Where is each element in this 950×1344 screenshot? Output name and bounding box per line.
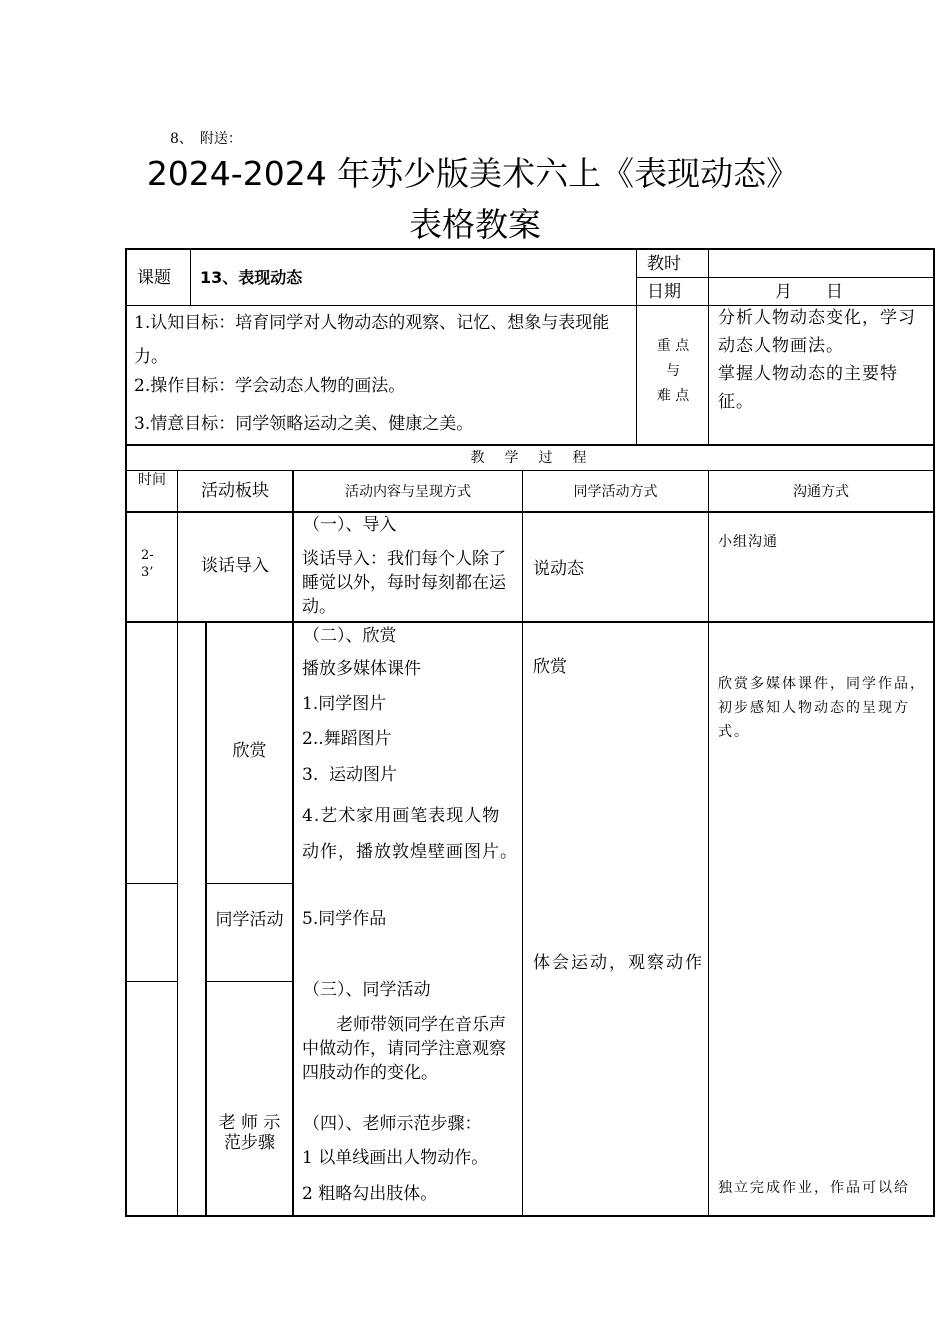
divider (125, 470, 935, 471)
divider (125, 981, 178, 982)
table-right-border (933, 248, 935, 1216)
key-point-text: 分析人物动态变化，学习动态人物画法。 (718, 308, 916, 356)
divider (177, 470, 178, 1216)
row1-time: 2- 3’ (141, 548, 154, 580)
communication-homework: 独立完成作业，作品可以给 (718, 1180, 910, 1196)
key-difficulty-label: 重 点 与 难 点 (656, 338, 690, 404)
content-item: 1.同学图片 (302, 694, 387, 714)
document-title: 2024-2024 年苏少版美术六上《表现动态》 (146, 154, 800, 193)
date-label: 日期 (647, 282, 681, 302)
goal-cognitive: 1.认知目标：培育同学对人物动态的观察、记忆、想象与表现能力。 (134, 313, 610, 367)
divider (206, 981, 293, 982)
header-time: 时间 (138, 472, 166, 488)
header-communication: 沟通方式 (793, 484, 849, 500)
content-item: 2..舞蹈图片 (302, 729, 392, 749)
divider (522, 470, 523, 1216)
document-subtitle: 表格教案 (409, 205, 541, 244)
content-step: 1 以单线画出人物动作。 (302, 1148, 489, 1168)
section-number: 8、 附送： (170, 131, 242, 147)
row1-content-text: 谈话导入：我们每个人除了睡觉以外，每时每刻都在运动。 (302, 549, 506, 617)
table-top-border (125, 248, 935, 250)
content-demo-title: （四）、老师示范步骤： (303, 1114, 482, 1134)
header-student: 同学活动方式 (573, 484, 658, 500)
row1-block: 谈话导入 (201, 556, 269, 576)
topic-label: 课题 (137, 268, 171, 288)
divider (125, 621, 935, 623)
table-bottom-border (125, 1215, 935, 1217)
goal-operation: 2.操作目标：学会动态人物的画法。 (134, 376, 406, 396)
content-appreciate-title: （二）、欣赏 (303, 626, 397, 646)
divider (206, 883, 293, 884)
header-content: 活动内容与呈现方式 (345, 484, 471, 500)
communication-appreciate: 欣赏多媒体课件，同学作品，初步感知人物动态的呈现方式。 (718, 676, 926, 740)
content-activity-text: 老师带领同学在音乐声中做动作，请同学注意观察四肢动作的变化。 (302, 1015, 506, 1083)
block-appreciate: 欣赏 (232, 741, 267, 761)
divider (292, 470, 294, 1216)
content-item: 3. 运动图片 (302, 765, 398, 785)
row1-content-title: （一）、导入 (303, 515, 397, 535)
divider (190, 248, 191, 305)
table-left-border (125, 248, 127, 1216)
row1-communication: 小组沟通 (718, 534, 778, 550)
block-student-activity: 同学活动 (215, 910, 284, 930)
divider (125, 883, 178, 884)
difficulty-text: 掌握人物动态的主要特征。 (718, 364, 898, 412)
header-block: 活动板块 (201, 481, 269, 501)
student-activity-experience: 体会运动，观察动作 (533, 953, 704, 973)
divider (636, 277, 934, 278)
content-item: 5.同学作品 (302, 909, 387, 929)
period-label: 教时 (647, 254, 681, 274)
content-item: 4.艺术家用画笔表现人物动作，播放敦煌壁画图片。 (302, 806, 518, 862)
divider (125, 511, 935, 513)
process-section-title: 教 学 过 程 (470, 450, 590, 466)
date-value: 月 日 (775, 282, 843, 302)
goal-emotion: 3.情意目标：同学领略运动之美、健康之美。 (134, 414, 474, 434)
block-teacher-demo: 老 师 示 范步骤 (218, 1113, 281, 1153)
student-activity-appreciate: 欣赏 (533, 657, 567, 677)
content-step: 2 粗略勾出肢体。 (302, 1184, 438, 1204)
content-item: 播放多媒体课件 (302, 659, 421, 679)
topic-value: 13、表现动态 (200, 268, 303, 287)
content-activity-title: （三）、同学活动 (303, 980, 431, 1000)
row1-student-activity: 说动态 (533, 559, 584, 579)
divider (708, 470, 709, 1216)
